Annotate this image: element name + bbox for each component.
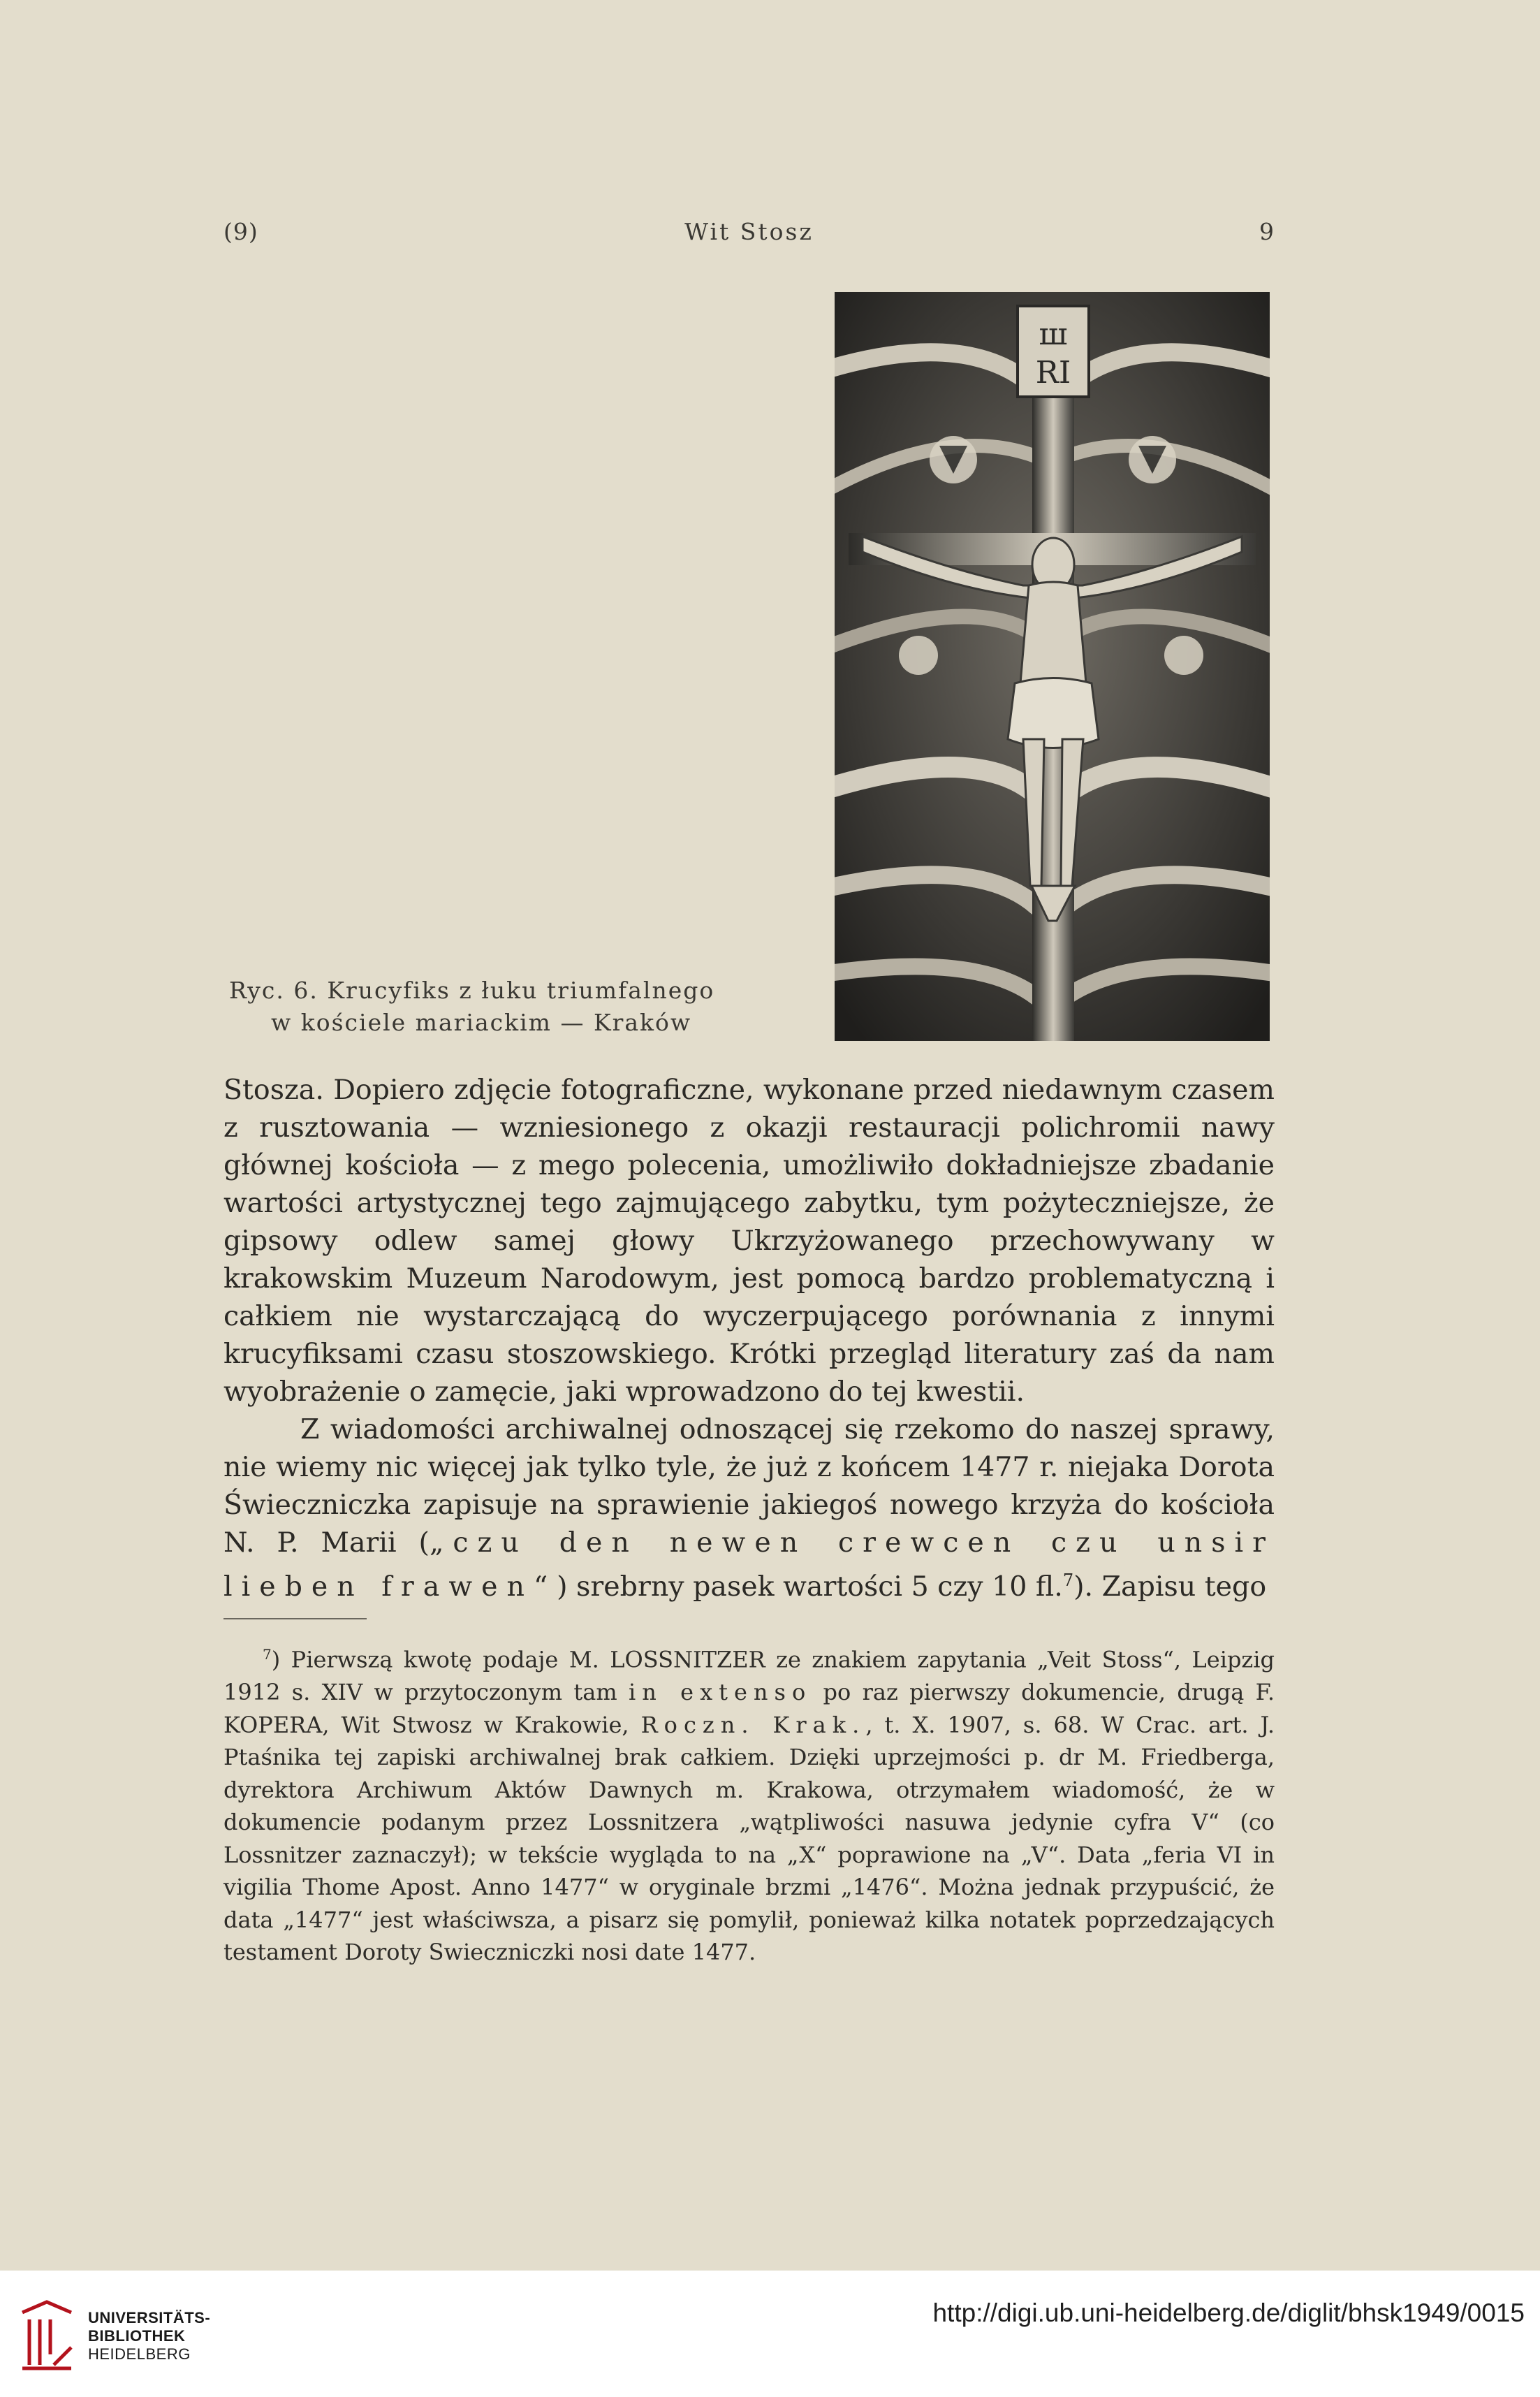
footnote-reference: 7	[1062, 1571, 1074, 1590]
library-name-line-3: HEIDELBERG	[88, 2345, 191, 2363]
footnote-mark: 7	[263, 1646, 272, 1663]
paragraph-2-part-b: ) srebrny pasek wartości 5 czy 10 fl.	[557, 1571, 1063, 1603]
library-logo-icon	[15, 2298, 78, 2375]
footnote	[223, 1638, 1275, 1969]
footnote-text-1: ) Pierwszą kwotę podaje M. LOSSNITZER ze znakiem zapytania „Veit Stoss“, Leipzig 1912 s. XIV w przytoczonym tam	[223, 1646, 1275, 1706]
running-head	[223, 218, 1275, 253]
paragraph-2-spaced-quote: „czu den newen crewcen czu unsir lieben frawen“	[223, 1527, 1275, 1603]
caption-line-2: w kościele mariackim — Kraków	[271, 1009, 692, 1036]
crucifix-image	[835, 292, 1270, 1041]
caption-line-1: Ryc. 6. Krucyfiks z łuku triumfalnego	[229, 977, 715, 1004]
paragraph-2	[223, 1411, 1275, 1605]
footnote-spaced-2: Roczn. Krak.	[640, 1711, 866, 1738]
paragraph-2-part-a: Z wiadomości archiwalnej odnoszącej się rzekomo do naszej sprawy, nie wiemy nic więcej jak tylko tyle, że już z końcem 1477 r. niejaka Dorota Świeczniczka zapisuje na sprawienie jakiegoś nowego krzyża do kościoła N. P. Marii (	[223, 1413, 1275, 1559]
svg-text:RI: RI	[1035, 355, 1071, 391]
library-name-line-2: BIBLIOTHEK	[88, 2327, 186, 2345]
footnote-rule	[223, 1618, 367, 1619]
footnote-text-2: po raz pierwszy dokumencie, drugą F. KOPERA, Wit Stwosz w Krakowie,	[223, 1679, 1275, 1738]
running-title: Wit Stosz	[684, 218, 814, 245]
chapter-number: (9)	[223, 218, 258, 245]
library-name-line-1: UNIVERSITÄTS-	[88, 2309, 211, 2326]
paragraph-2-part-c: ). Zapisu tego	[1073, 1571, 1267, 1603]
footnote-text-3: , t. X. 1907, s. 68. W Crac. art. J. Ptaśnika tej zapiski archiwalnej brak całkiem. Dzięki uprzejmości p. dr M. Friedberga, dyrektora Archiwum Aktów Dawnych m. Krakowa, otrzymałem wiadomość, że w dokumencie podanym przez Lossnitzera „wątpliwości nasuwa jedynie cyfra V“ (co Lossnitzer zaznaczył); w tekście wygląda to na „X“ poprawione na „V“. Data „feria VI in vigilia Thome Apost. Anno 1477“ w oryginale brzmi „1476“. Można jednak przypuścić, że data „1477“ jest właściwsza, a pisarz się pomylił, ponieważ kilka notatek poprzedzających testament Doroty Swieczniczki nosi date 1477.	[223, 1711, 1275, 1966]
library-name	[88, 2309, 210, 2363]
crucifix-photograph	[835, 292, 1270, 1041]
source-url-link[interactable]: http://digi.ub.uni-heidelberg.de/diglit/bhsk1949/0015	[932, 2298, 1525, 2327]
footnote-paragraph	[223, 1638, 1275, 1969]
main-text	[223, 1071, 1275, 1605]
page-number: 9	[1259, 218, 1275, 245]
footnote-spaced-1: in extenso	[629, 1679, 812, 1706]
svg-text:ш: ш	[1039, 316, 1068, 352]
paragraph-1: Stosza. Dopiero zdjęcie fotograficzne, wykonane przed niedawnym czasem z rusztowania — wzniesionego z okazji restauracji polichromii nawy głównej kościoła — z mego polecenia, umożliwiło dokładniejsze zbadanie wartości artystycznej tego zajmującego zabytku, tym pożyteczniejsze, że gipsowy odlew samej głowy Ukrzyżowanego przechowywany w krakowskim Muzeum Narodowym, jest pomocą bardzo problematyczną i całkiem nie wystarczającą do wyczerpującego porównania z innymi krucyfiksami czasu stoszowskiego. Krótki przegląd literatury zaś da nam wyobrażenie o zamęcie, jaki wprowadzono do tej kwestii.	[223, 1074, 1275, 1408]
figure-caption	[223, 975, 754, 1039]
